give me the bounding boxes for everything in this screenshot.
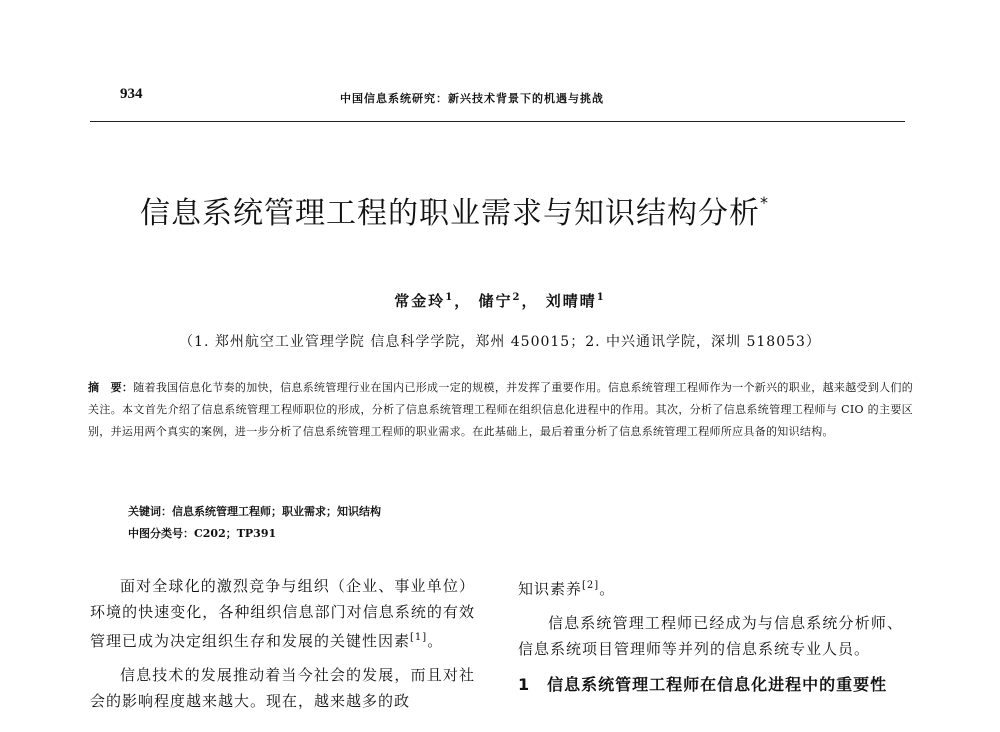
citation-ref: [2] bbox=[582, 580, 600, 591]
keywords-text: 信息系统管理工程师；职业需求；知识结构 bbox=[172, 505, 381, 518]
paragraph-end: 。 bbox=[599, 580, 616, 598]
body-column-right bbox=[518, 573, 903, 698]
author-affil-mark: 2 bbox=[512, 292, 522, 303]
author-name: 常金玲 bbox=[394, 292, 446, 310]
clc-text: C202；TP391 bbox=[194, 527, 277, 540]
paragraph: 信息技术的发展推动着当今社会的发展，而且对社会的影响程度越来越大。现在，越来越多的政 bbox=[90, 666, 475, 710]
paragraph: 信息系统管理工程师已经成为与信息系统分析师、信息系统项目管理师等并列的信息系统专业人员。 bbox=[518, 614, 903, 658]
section-heading: 1 信息系统管理工程师在信息化进程中的重要性 bbox=[518, 675, 888, 694]
title-text: 信息系统管理工程的职业需求与知识结构分析 bbox=[140, 196, 760, 231]
title-footnote-mark: * bbox=[760, 193, 769, 212]
author-affil-mark: 1 bbox=[596, 292, 606, 303]
affiliation: （1. 郑州航空工业管理学院 信息科学学院，郑州 450015；2. 中兴通讯学院，深圳 518053） bbox=[179, 334, 821, 350]
author-name: 储宁 bbox=[478, 292, 513, 310]
keywords-label: 关键词： bbox=[128, 505, 172, 518]
body-column-left bbox=[90, 573, 475, 714]
paragraph-text: 面对全球化的激烈竞争与组织（企业、事业单位）环境的快速变化，各种组织信息部门对信息系统的有效管理已成为决定组织生存和发展的关键性因素 bbox=[90, 577, 475, 650]
abstract-label: 摘 要： bbox=[88, 381, 134, 394]
abstract-text: 随着我国信息化节奏的加快，信息系统管理行业在国内已形成一定的规模，并发挥了重要作用。信息系统管理工程师作为一个新兴的职业，越来越受到人们的关注。本文首先介绍了信息系统管理工程师职位的形成，分析了信息系统管理工程师在组织信息化进程中的作用。其次，分析了信息系统管理工程师与 CIO 的主要区别，并运用两个真实的案例，进一步分析了信息系统管理工程师的职业需求。在此基础上，最后着重分析了信息系统管理工程师所应具备的知识结构。 bbox=[88, 381, 914, 438]
paragraph-end: 。 bbox=[427, 632, 444, 650]
keywords bbox=[128, 502, 381, 522]
header-divider bbox=[90, 121, 905, 122]
page-number: 934 bbox=[120, 86, 143, 102]
author-name: 刘晴晴 bbox=[545, 292, 597, 310]
author-affil-mark: 1 bbox=[445, 292, 455, 303]
citation-ref: [1] bbox=[410, 632, 428, 643]
running-title: 中国信息系统研究：新兴技术背景下的机遇与挑战 bbox=[340, 92, 604, 105]
author-list bbox=[0, 290, 1000, 311]
article-title bbox=[140, 188, 860, 232]
classification-number bbox=[128, 524, 276, 544]
paragraph bbox=[90, 573, 475, 654]
abstract bbox=[88, 377, 913, 443]
author-separator: ， bbox=[521, 292, 539, 310]
paragraph bbox=[518, 573, 903, 602]
clc-label: 中图分类号： bbox=[128, 527, 194, 540]
paragraph-text: 知识素养 bbox=[518, 580, 583, 598]
author-separator: ， bbox=[454, 292, 472, 310]
